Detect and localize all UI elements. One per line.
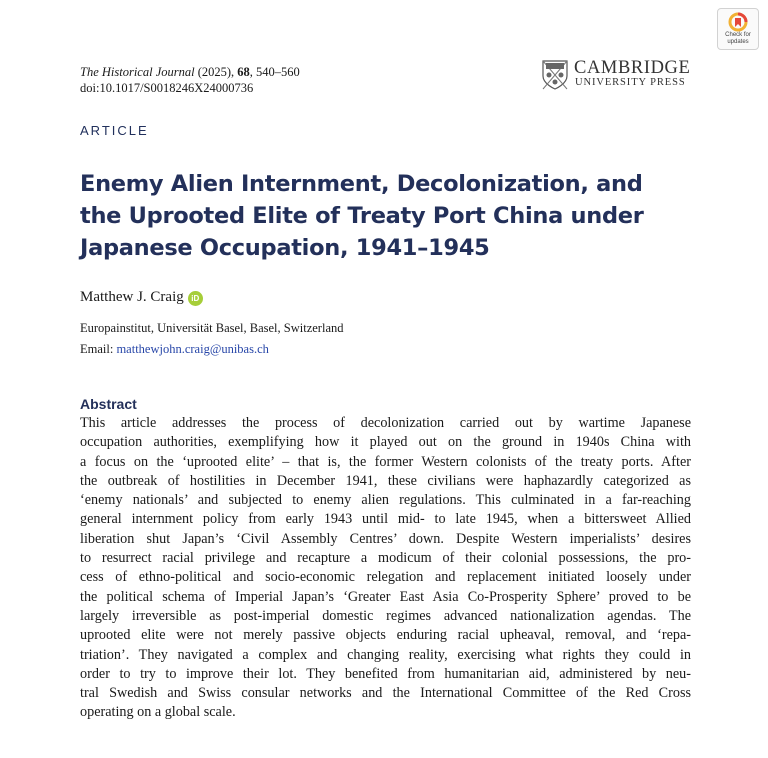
- check-for-updates-line2: updates: [727, 39, 749, 45]
- abstract-line: cess of ethno-political and socio-economic relegation and replacement initiated loosely under: [80, 569, 691, 586]
- abstract-line: This article addresses the process of decolonization carried out by wartime Japanese: [80, 415, 691, 431]
- abstract-heading: Abstract: [80, 396, 137, 412]
- abstract-line: to resurrect racial privilege and recapture a modicum of their colonial possessions, the pro-: [80, 550, 691, 567]
- abstract-line: general internment policy from early 1943 until mid- to late 1945, when a bittersweet Allied: [80, 511, 691, 528]
- abstract-line: operating on a global scale.: [80, 704, 236, 721]
- orcid-icon[interactable]: iD: [188, 291, 203, 306]
- abstract-line: a focus on the ‘uprooted elite’ – that is, the former Western colonists of the treaty ports. After: [80, 453, 691, 470]
- abstract-line: the political schema of Imperial Japan’s ‘Greater East Asia Co-Prosperity Sphere’ proved to be: [80, 588, 691, 605]
- journal-pages: , 540–560: [249, 65, 300, 79]
- email-link[interactable]: matthewjohn.craig@unibas.ch: [116, 342, 269, 356]
- cambridge-shield-icon: [542, 60, 568, 90]
- affiliation: Europainstitut, Universität Basel, Basel, Switzerland: [80, 321, 344, 335]
- email-label: Email:: [80, 342, 117, 356]
- abstract-line: order to try to improve their lot. They benefited from humanitarian aid, administered by neu-: [80, 665, 691, 682]
- author-line: [80, 287, 203, 307]
- publisher-name-line2: UNIVERSITY PRESS: [575, 77, 686, 88]
- author-name: Matthew J. Craig: [80, 289, 184, 305]
- abstract-line: tral Swedish and Swiss consular networks and the International Committee of the Red Cross: [80, 685, 691, 702]
- check-for-updates-icon: [727, 12, 749, 32]
- journal-name: The Historical Journal: [80, 65, 195, 79]
- journal-citation: [80, 64, 300, 80]
- journal-year: (2025),: [194, 65, 238, 79]
- abstract-line: uprooted elite were not merely passive objects enduring racial upheaval, removal, and ‘repa-: [80, 627, 691, 644]
- title-line: Enemy Alien Internment, Decolonization, and: [80, 171, 643, 197]
- email-row: [80, 340, 269, 358]
- check-for-updates-line1: Check for: [725, 32, 751, 38]
- journal-volume: 68: [237, 65, 250, 79]
- abstract-line: liberation shut Japan’s ‘Civil Assembly Centres’ down. Despite Western imperialists’ desires: [80, 530, 691, 547]
- check-for-updates-badge[interactable]: [717, 8, 759, 50]
- title-line: Japanese Occupation, 1941–1945: [80, 235, 490, 261]
- publisher-name-line1: CAMBRIDGE: [574, 58, 691, 78]
- abstract-line: triation’. They navigated a complex and changing reality, exercising what rights they could in: [80, 646, 691, 663]
- abstract-line: the outbreak of hostilities in December 1941, these civilians were haphazardly categorized as: [80, 472, 691, 489]
- abstract-line: largely irreversible as post-imperial domestic regimes advanced nationalization agendas. The: [80, 607, 691, 624]
- article-type-label: ARTICLE: [80, 123, 149, 138]
- abstract-line: occupation authorities, exemplifying how it played out on the ground in 1940s China with: [80, 434, 691, 451]
- abstract-body: [80, 414, 691, 723]
- article-title: [80, 168, 720, 264]
- doi[interactable]: doi:10.1017/S0018246X24000736: [80, 81, 254, 95]
- title-line: the Uprooted Elite of Treaty Port China under: [80, 203, 644, 229]
- publisher-logo: [542, 60, 694, 92]
- abstract-line: ‘enemy nationals’ and subjected to enemy alien regulations. This culminated in a far-reaching: [80, 492, 691, 509]
